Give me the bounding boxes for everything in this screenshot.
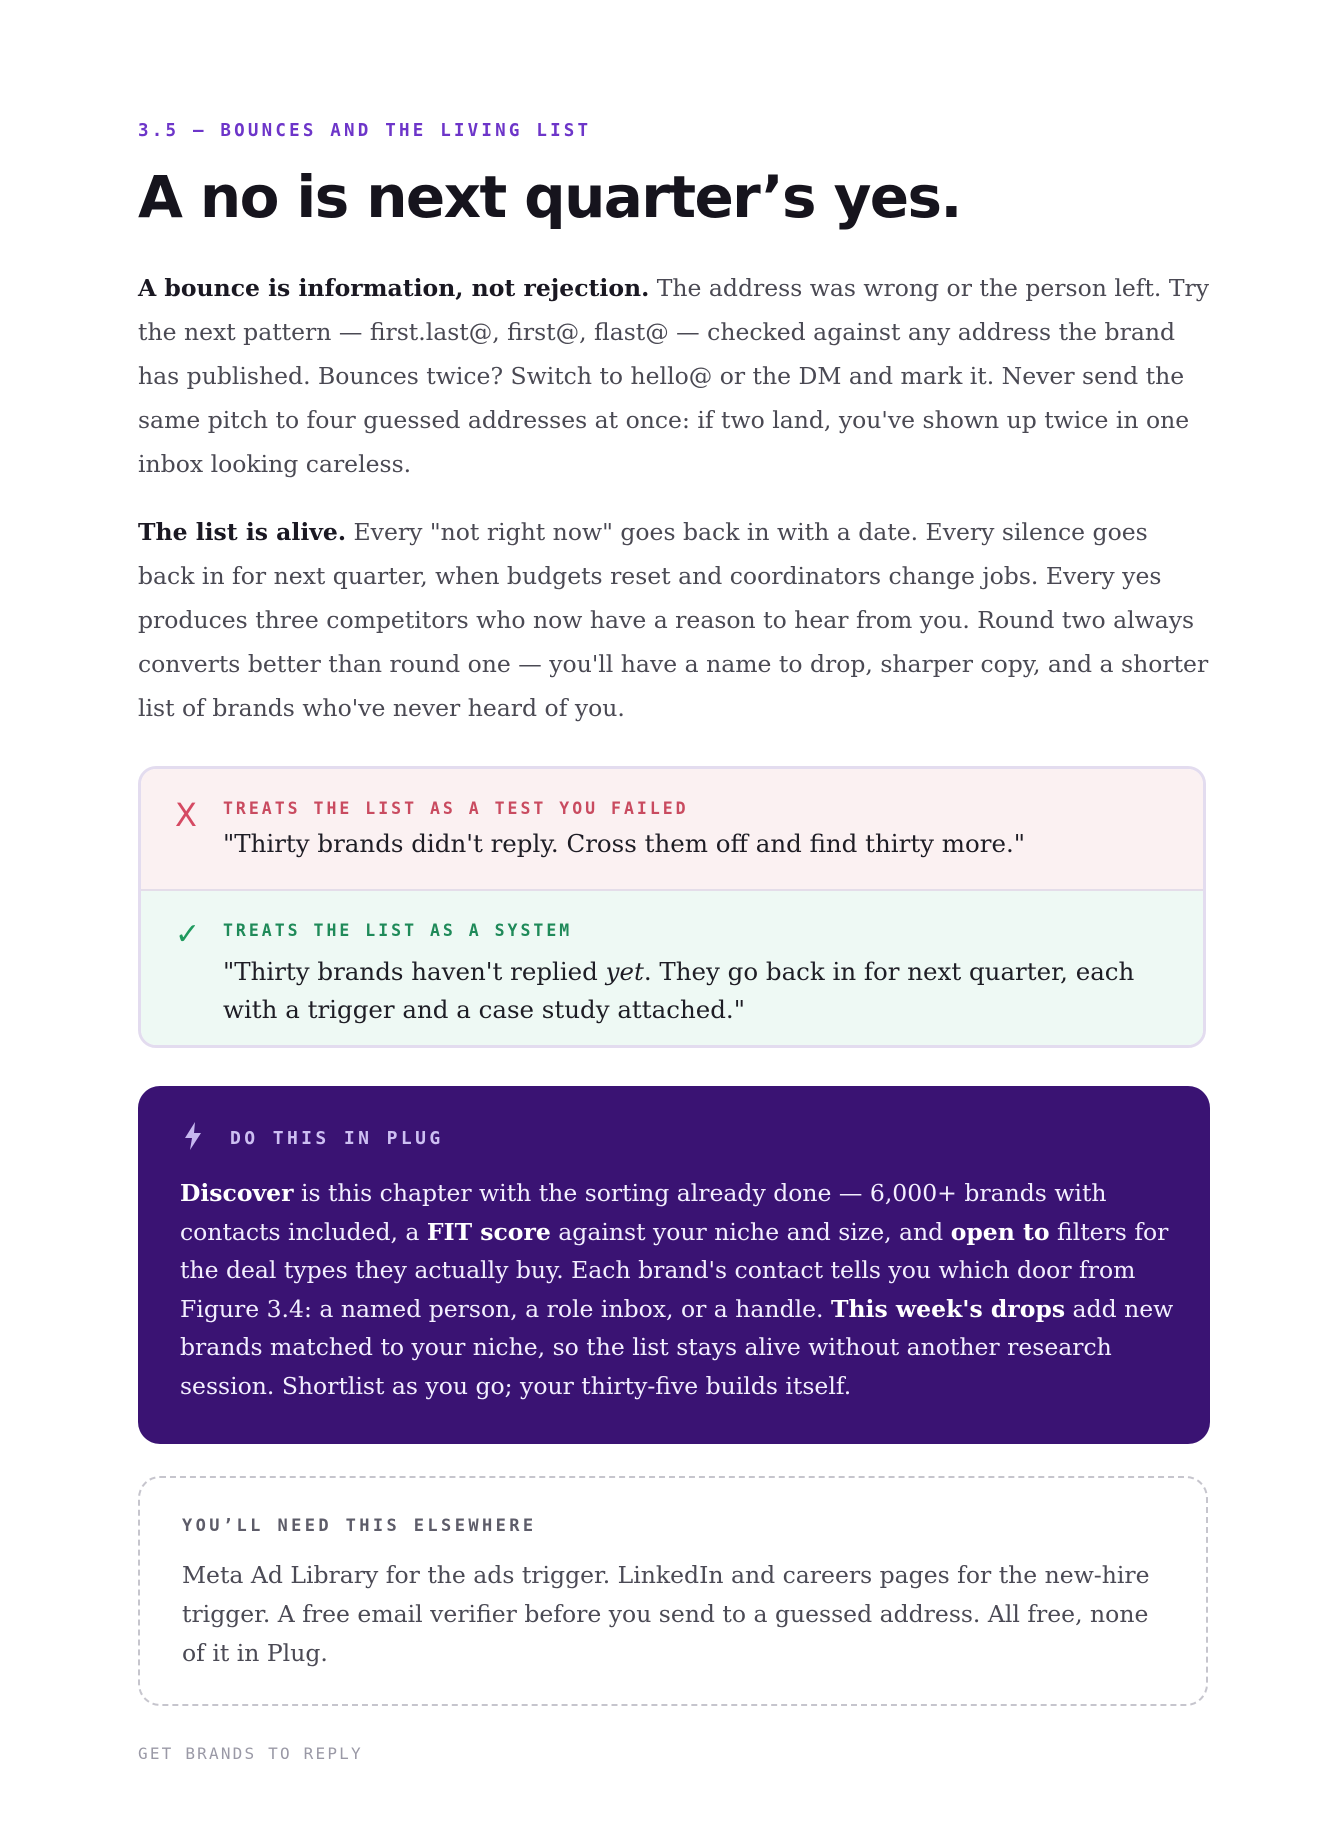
plug-callout-label: DO THIS IN PLUG [230, 1128, 444, 1149]
paragraph-lead: The list is alive. [138, 518, 347, 546]
plug-callout [138, 1086, 1210, 1444]
comparison-box [138, 766, 1206, 1048]
bold-term: FIT score [426, 1217, 551, 1246]
quote-emphasis: yet [605, 957, 644, 986]
paragraph-body: Every "not right now" goes back in with a date. Every silence goes back in for next quarter, when budgets reset and coordinators change jobs. Every yes produces three competitors who now have a reason to hear from you. Round two always converts better than round one — you'll have a name to drop, sharper copy, and a shorter list of brands who've never heard of you. [138, 518, 1209, 722]
running-footer: GET BRANDS TO REPLY [138, 1744, 363, 1763]
comparison-good-row [141, 891, 1203, 1048]
comparison-bad-label: TREATS THE LIST AS A TEST YOU FAILED [223, 799, 689, 818]
quote-text: "Thirty brands haven't replied [223, 957, 606, 986]
body-text: add new brands matched to your niche, so the list stays alive without another research session. Shortlist as you go; your thirty-five builds itself. [180, 1294, 1174, 1400]
check-icon: ✓ [175, 917, 201, 952]
comparison-bad-row [141, 769, 1203, 891]
bold-term: Discover [180, 1179, 294, 1207]
body-text: is this chapter with the sorting already done — 6,000+ brands with contacts included, a [180, 1179, 1107, 1246]
body-text: against your niche and size, and [550, 1217, 951, 1246]
comparison-good-quote [223, 953, 1163, 1029]
bold-term: This week's drops [830, 1294, 1066, 1323]
bold-term: open to [950, 1217, 1050, 1246]
lightning-icon [184, 1122, 202, 1157]
paragraph-bounces [138, 266, 1210, 486]
comparison-good-label: TREATS THE LIST AS A SYSTEM [223, 921, 573, 940]
elsewhere-label: YOU’LL NEED THIS ELSEWHERE [182, 1516, 537, 1536]
section-eyebrow: 3.5 — BOUNCES AND THE LIVING LIST [138, 121, 592, 141]
elsewhere-body: Meta Ad Library for the ads trigger. LinkedIn and careers pages for the new-hire trigger. A free email verifier before you send to a guessed address. All free, none of it in Plug. [182, 1561, 1150, 1667]
plug-callout-body [180, 1174, 1180, 1405]
paragraph-living-list [138, 510, 1210, 730]
paragraph-lead: A bounce is information, not rejection. [138, 274, 650, 302]
page-title: A no is next quarter’s yes. [138, 163, 961, 231]
quote-text: . They go back in for next quarter, each with a trigger and a case study attached." [223, 957, 1135, 1024]
paragraph-body: The address was wrong or the person left. Try the next pattern — first.last@, first@, flast@ — checked against any address the brand has published. Bounces twice? Switch to hello@ or the DM and mark it. Never send the same pitch to four guessed addresses at once: if two land, you've shown up twice in one inbox looking careless. [138, 274, 1210, 478]
x-icon: X [175, 796, 197, 834]
body-text: filters for the deal types they actually buy. Each brand's contact tells you which door from Figure 3.4: a named person, a role inbox, or a handle. [180, 1217, 1169, 1323]
elsewhere-box [138, 1476, 1208, 1706]
comparison-bad-quote: "Thirty brands didn't reply. Cross them off and find thirty more." [223, 829, 1026, 858]
